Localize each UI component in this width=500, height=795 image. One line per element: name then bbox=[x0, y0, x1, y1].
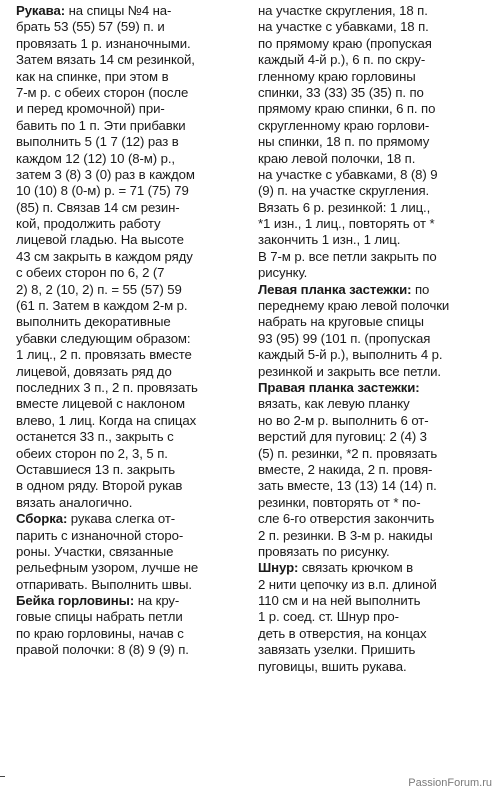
line-text: скругленному краю горлови- bbox=[258, 117, 430, 133]
text-line bbox=[16, 36, 252, 52]
text-line bbox=[16, 216, 252, 232]
line-text: провязать 1 р. изнаночными. bbox=[16, 35, 191, 51]
text-line bbox=[16, 249, 252, 265]
line-text: 10 (10) 8 (0-м) р. = 71 (75) 79 bbox=[16, 183, 189, 199]
text-line bbox=[16, 69, 252, 85]
text-line bbox=[258, 626, 494, 642]
line-text: 2 п. резинки. В 3-м р. накиды bbox=[258, 527, 433, 543]
line-text: выполнить декоративные bbox=[16, 314, 171, 330]
line-text: вязать, как левую планку bbox=[258, 396, 410, 412]
text-line bbox=[258, 298, 494, 314]
line-text: кой, продолжить работу bbox=[16, 216, 161, 232]
text-line bbox=[16, 642, 252, 658]
text-line bbox=[16, 446, 252, 462]
text-line bbox=[16, 560, 252, 576]
line-text: последних 3 п., 2 п. провязать bbox=[16, 379, 198, 395]
line-text: (61 п. Затем в каждом 2-м р. bbox=[16, 298, 188, 314]
line-text: 1 лиц., 2 п. провязать вместе bbox=[16, 347, 192, 363]
line-text: вместе, 2 накида, 2 п. провя- bbox=[258, 461, 433, 477]
text-line bbox=[258, 577, 494, 593]
text-line bbox=[258, 364, 494, 380]
text-line bbox=[258, 3, 494, 19]
line-text: 1 р. соед. ст. Шнур про- bbox=[258, 609, 399, 625]
line-text: на спицы №4 на- bbox=[65, 3, 172, 18]
text-line bbox=[16, 314, 252, 330]
line-text: провязать по рисунку. bbox=[258, 543, 390, 559]
line-text: на участке с убавками, 8 (8) 9 bbox=[258, 166, 438, 182]
line-text: влево, 1 лиц. Когда на спицах bbox=[16, 412, 197, 428]
line-text: роны. Участки, связанные bbox=[16, 543, 174, 559]
text-line bbox=[16, 413, 252, 429]
line-text: 2 нити цепочку из в.п. длиной bbox=[258, 576, 437, 592]
text-line bbox=[258, 52, 494, 68]
text-line bbox=[258, 446, 494, 462]
text-line bbox=[16, 118, 252, 134]
text-line bbox=[16, 511, 252, 527]
line-text: парить с изнаночной сторо- bbox=[16, 527, 184, 543]
text-line bbox=[258, 314, 494, 330]
text-line bbox=[258, 200, 494, 216]
section-heading: Рукава: bbox=[16, 3, 66, 18]
line-text: пуговицы, вшить рукава. bbox=[258, 658, 407, 674]
line-text: закончить 1 изн., 1 лиц. bbox=[258, 232, 401, 248]
section-heading: Шнур: bbox=[258, 560, 299, 576]
line-text: отпаривать. Выполнить швы. bbox=[16, 576, 192, 592]
text-line bbox=[258, 609, 494, 625]
line-text: каждый 4-й р.), 6 п. по скру- bbox=[258, 52, 426, 68]
section-heading: Бейка горловины: bbox=[16, 593, 135, 609]
text-line bbox=[16, 167, 252, 183]
text-line bbox=[16, 200, 252, 216]
line-text: брать 53 (55) 57 (59) п. и bbox=[16, 19, 165, 35]
line-text: по прямому краю (пропуская bbox=[258, 35, 432, 51]
text-line bbox=[16, 593, 252, 609]
text-line bbox=[16, 101, 252, 117]
text-line bbox=[16, 626, 252, 642]
section-heading: Левая планка застежки: bbox=[258, 281, 412, 297]
line-text: (9) п. на участке скругления. bbox=[258, 183, 430, 199]
line-text: спинки, 33 (33) 35 (35) п. по bbox=[258, 84, 424, 100]
text-line bbox=[258, 642, 494, 658]
line-text: завязать узелки. Пришить bbox=[258, 642, 416, 658]
text-line bbox=[16, 347, 252, 363]
line-text: по bbox=[411, 281, 430, 297]
text-line bbox=[258, 282, 494, 298]
line-text: рукава слегка от- bbox=[67, 511, 176, 527]
text-line bbox=[258, 380, 494, 396]
text-line bbox=[16, 52, 252, 68]
text-line bbox=[16, 298, 252, 314]
text-line bbox=[16, 528, 252, 544]
line-text: лицевой гладью. На высоте bbox=[16, 232, 184, 248]
text-line bbox=[258, 413, 494, 429]
line-text: рисунку. bbox=[258, 265, 308, 281]
line-text: (85) п. Связав 14 см резин- bbox=[16, 199, 180, 215]
line-text: прямому краю спинки, 6 п. по bbox=[258, 101, 436, 117]
text-line bbox=[258, 183, 494, 199]
section-heading: Правая планка застежки: bbox=[258, 379, 420, 395]
text-line bbox=[258, 560, 494, 576]
line-text: вязать аналогично. bbox=[16, 494, 133, 510]
line-text: гленному краю горловины bbox=[258, 68, 416, 84]
text-line bbox=[16, 265, 252, 281]
text-line bbox=[258, 544, 494, 560]
line-text: убавки следующим образом: bbox=[16, 330, 191, 346]
left-text-column bbox=[16, 3, 252, 659]
line-text: 93 (95) 99 (101 п. (пропуская bbox=[258, 330, 431, 346]
line-text: правой полочки: 8 (8) 9 (9) п. bbox=[16, 642, 189, 658]
text-line bbox=[258, 528, 494, 544]
line-text: В 7-м р. все петли закрыть по bbox=[258, 248, 437, 264]
text-line bbox=[16, 19, 252, 35]
text-line bbox=[258, 151, 494, 167]
text-line bbox=[258, 118, 494, 134]
line-text: Оставшиеся 13 п. закрыть bbox=[16, 461, 176, 477]
text-line bbox=[258, 478, 494, 494]
line-text: выполнить 5 (1 7 (12) раз в bbox=[16, 134, 179, 150]
line-text: на кру- bbox=[134, 593, 180, 609]
line-text: но во 2-м р. выполнить 6 от- bbox=[258, 412, 429, 428]
text-line bbox=[16, 478, 252, 494]
line-text: деть в отверстия, на концах bbox=[258, 625, 427, 641]
line-text: в одном ряду. Второй рукав bbox=[16, 478, 183, 494]
text-line bbox=[258, 429, 494, 445]
text-line bbox=[258, 19, 494, 35]
text-line bbox=[16, 331, 252, 347]
text-line bbox=[258, 495, 494, 511]
line-text: 43 см закрыть в каждом ряду bbox=[16, 248, 193, 264]
line-text: говые спицы набрать петли bbox=[16, 609, 183, 625]
line-text: на участке с убавками, 18 п. bbox=[258, 19, 429, 35]
text-line bbox=[16, 396, 252, 412]
line-text: вместе лицевой с наклоном bbox=[16, 396, 185, 412]
text-line bbox=[258, 249, 494, 265]
line-text: сле 6-го отверстия закончить bbox=[258, 511, 435, 527]
line-text: каждый 5-й р.), выполнить 4 р. bbox=[258, 347, 443, 363]
line-text: лицевой, довязать ряд до bbox=[16, 363, 172, 379]
text-line bbox=[16, 544, 252, 560]
line-text: верстий для пуговиц: 2 (4) 3 bbox=[258, 429, 427, 445]
text-line bbox=[16, 495, 252, 511]
right-text-column bbox=[258, 3, 494, 675]
line-text: резинкой и закрыть все петли. bbox=[258, 363, 441, 379]
text-line bbox=[258, 36, 494, 52]
line-text: связать крючком в bbox=[298, 560, 414, 576]
text-line bbox=[16, 3, 252, 19]
line-text: рельефным узором, лучше не bbox=[16, 560, 199, 576]
text-line bbox=[258, 659, 494, 675]
text-line bbox=[16, 380, 252, 396]
line-text: 2) 8, 2 (10, 2) п. = 55 (57) 59 bbox=[16, 281, 182, 297]
line-text: зать вместе, 13 (13) 14 (14) п. bbox=[258, 478, 437, 494]
text-line bbox=[16, 429, 252, 445]
text-line bbox=[16, 151, 252, 167]
text-line bbox=[16, 364, 252, 380]
line-text: останется 33 п., закрыть с bbox=[16, 429, 174, 445]
text-line bbox=[258, 593, 494, 609]
site-watermark: PassionForum.ru bbox=[408, 777, 492, 789]
line-text: обеих сторон по 2, 3, 5 п. bbox=[16, 445, 168, 461]
text-line bbox=[258, 69, 494, 85]
line-text: резинки, повторять от * по- bbox=[258, 494, 421, 510]
line-text: ны спинки, 18 п. по прямому bbox=[258, 134, 430, 150]
text-line bbox=[258, 347, 494, 363]
line-text: каждом 12 (12) 10 (8-м) р., bbox=[16, 150, 175, 166]
line-text: 110 см и на ней выполнить bbox=[258, 593, 421, 609]
line-text: и перед кромочной) при- bbox=[16, 101, 165, 117]
section-heading: Сборка: bbox=[16, 511, 68, 527]
line-text: на участке скругления, 18 п. bbox=[258, 3, 428, 18]
text-line bbox=[16, 85, 252, 101]
line-text: бавить по 1 п. Эти прибавки bbox=[16, 117, 186, 133]
line-text: краю левой полочки, 18 п. bbox=[258, 150, 416, 166]
text-line bbox=[258, 462, 494, 478]
line-text: как на спинке, при этом в bbox=[16, 68, 169, 84]
line-text: набрать на круговые спицы bbox=[258, 314, 424, 330]
text-line bbox=[258, 101, 494, 117]
text-line bbox=[258, 511, 494, 527]
line-text: с обеих сторон по 6, 2 (7 bbox=[16, 265, 165, 281]
text-line bbox=[258, 232, 494, 248]
line-text: переднему краю левой полочки bbox=[258, 298, 450, 314]
text-line bbox=[16, 282, 252, 298]
text-line bbox=[16, 134, 252, 150]
text-line bbox=[258, 331, 494, 347]
text-line bbox=[16, 232, 252, 248]
line-text: *1 изн., 1 лиц., повторять от * bbox=[258, 216, 435, 232]
text-line bbox=[16, 183, 252, 199]
line-text: Вязать 6 р. резинкой: 1 лиц., bbox=[258, 199, 431, 215]
text-line bbox=[16, 609, 252, 625]
text-line bbox=[258, 265, 494, 281]
line-text: Затем вязать 14 см резинкой, bbox=[16, 52, 195, 68]
text-line bbox=[258, 396, 494, 412]
line-text: (5) п. резинки, *2 п. провязать bbox=[258, 445, 438, 461]
text-line bbox=[258, 134, 494, 150]
line-text: затем 3 (8) 3 (0) раз в каждом bbox=[16, 166, 195, 182]
margin-tick-mark bbox=[0, 776, 5, 777]
line-text: 7-м р. с обеих сторон (после bbox=[16, 84, 189, 100]
text-line bbox=[258, 85, 494, 101]
text-line bbox=[258, 167, 494, 183]
text-line bbox=[16, 462, 252, 478]
text-line bbox=[16, 577, 252, 593]
text-line bbox=[258, 216, 494, 232]
line-text: по краю горловины, начав с bbox=[16, 625, 184, 641]
